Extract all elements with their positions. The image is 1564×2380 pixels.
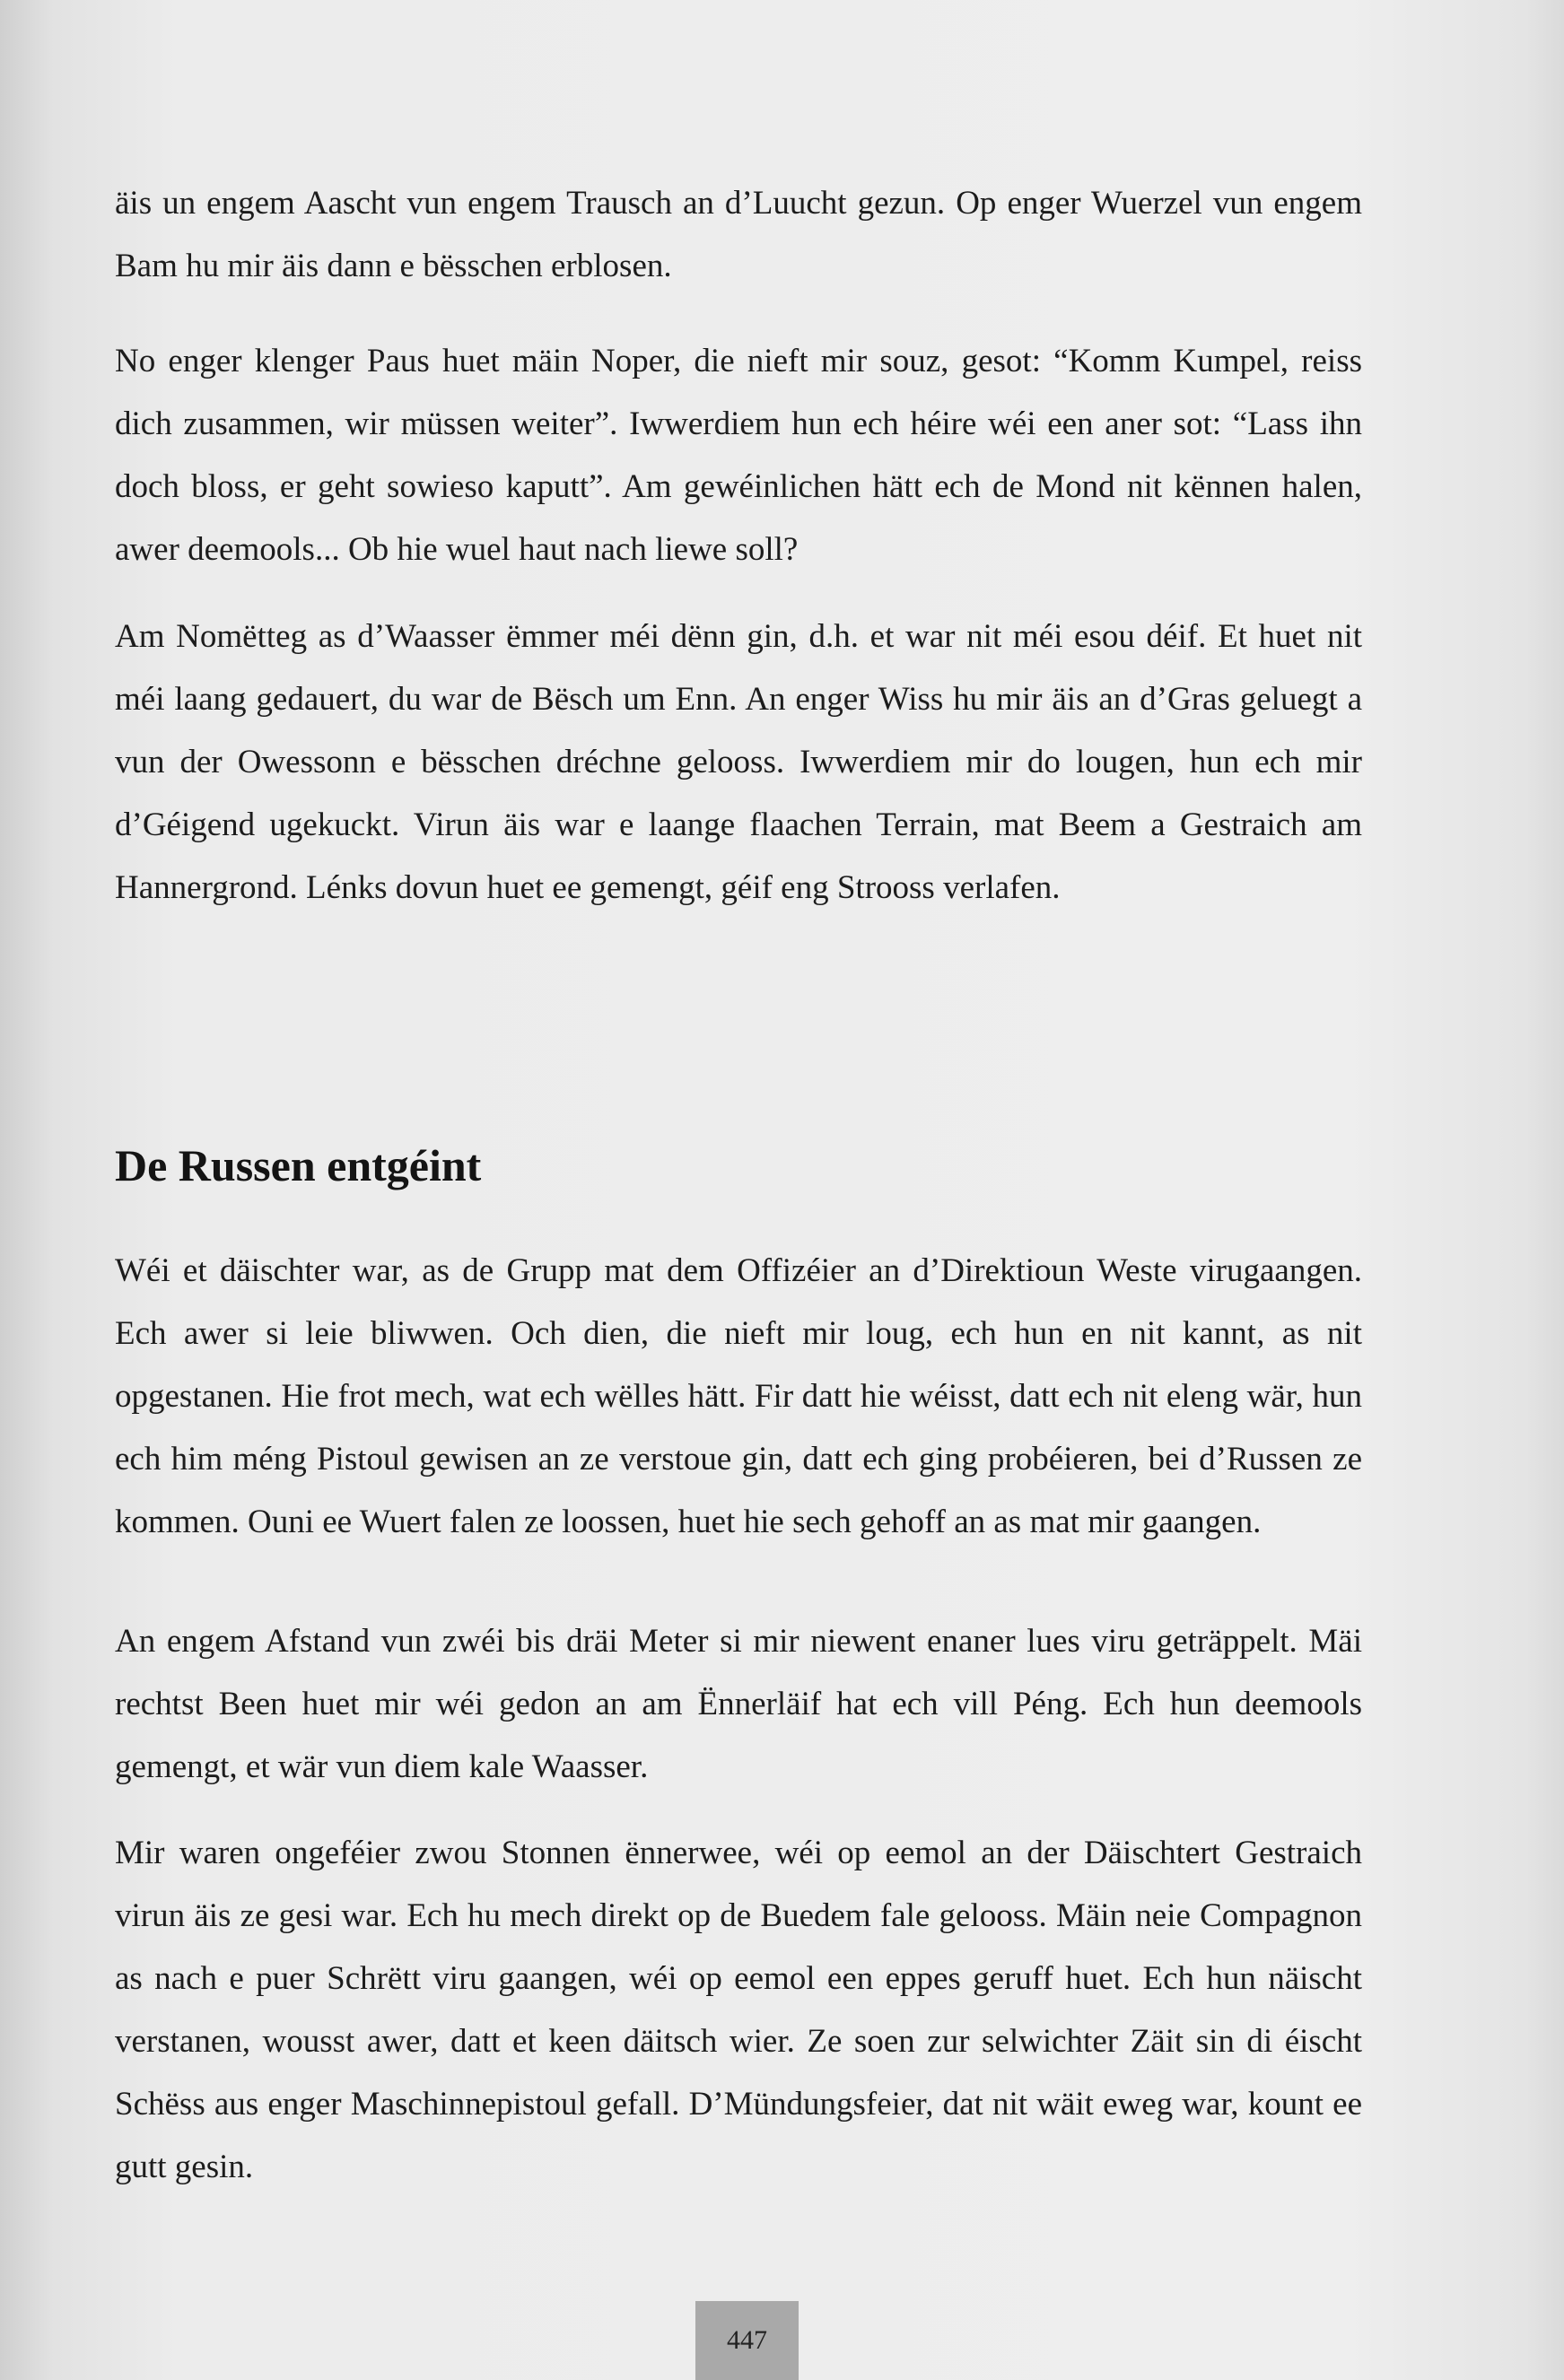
section-heading: De Russen entgéint xyxy=(115,1140,482,1190)
paragraph-6: Mir waren ongeféier zwou Stonnen ënnerwee, wéi op eemol an der Däischtert Gestraich virun äis ze gesi war. Ech hu mech direkt op de Buedem fale gelooss. Mäin neie Compagnon as nach e puer Schrëtt viru gaangen, wéi op eemol een eppes geruff huet. Ech hun näischt verstanen, wousst awer, datt et keen däitsch wier. Ze soen zur selwichter Zäit sin di éischt Schëss aus enger Maschinnepistoul gefall. D’Mündungsfeier, dat nit wäit eweg war, kount ee gutt gesin. xyxy=(115,1835,1362,2185)
paragraph-2: No enger klenger Paus huet mäin Noper, die nieft mir souz, gesot: “Komm Kumpel, reiss dich zusammen, wir müssen weiter”. Iwwerdiem hun ech héire wéi een aner sot: “Lass ihn doch bloss, er geht sowieso kaputt”. Am gewéinlichen hätt ech de Mond nit kënnen halen, awer deemools... Ob hie wuel haut nach liewe soll? xyxy=(115,343,1362,568)
paragraph-4: Wéi et däischter war, as de Grupp mat dem Offizéier an d’Direktioun Weste virugaangen. Ech awer si leie bliwwen. Och dien, die nieft mir loug, ech hun en nit kannt, as nit opgestanen. Hie frot mech, wat ech wëlles hätt. Fir datt hie wéisst, datt ech nit eleng wär, hun ech him méng Pistoul gewisen an ze verstoue gin, datt ech ging probéieren, bei d’Russen ze kommen. Ouni ee Wuert falen ze loossen, huet hie sech gehoff an as mat mir gaangen. xyxy=(115,1252,1362,1540)
paragraph-1: äis un engem Aascht vun engem Trausch an d’Luucht gezun. Op enger Wuerzel vun engem Bam hu mir äis dann e bësschen erblosen. xyxy=(115,185,1362,284)
paragraph-3: Am Nomëtteg as d’Waasser ëmmer méi dënn gin, d.h. et war nit méi esou déif. Et huet nit méi laang gedauert, du war de Bësch um Enn. An enger Wiss hu mir äis an d’Gras geluegt a vun der Owessonn e bësschen dréchne gelooss. Iwwerdiem mir do lougen, hun ech mir d’Géigend ugekuckt. Virun äis war e laange flaachen Terrain, mat Beem a Gestraich am Hannergrond. Lénks dovun huet ee gemengt, géif eng Strooss verlafen. xyxy=(115,618,1362,906)
page-number: 447 xyxy=(727,2325,767,2355)
page-number-tab xyxy=(695,2301,799,2380)
paragraph-5: An engem Afstand vun zwéi bis dräi Meter si mir niewent enaner lues viru geträppelt. Mäi rechtst Been huet mir wéi gedon an am Ënnerläif hat ech vill Péng. Ech hun deemools gemengt, et wär vun diem kale Waasser. xyxy=(115,1623,1362,1785)
